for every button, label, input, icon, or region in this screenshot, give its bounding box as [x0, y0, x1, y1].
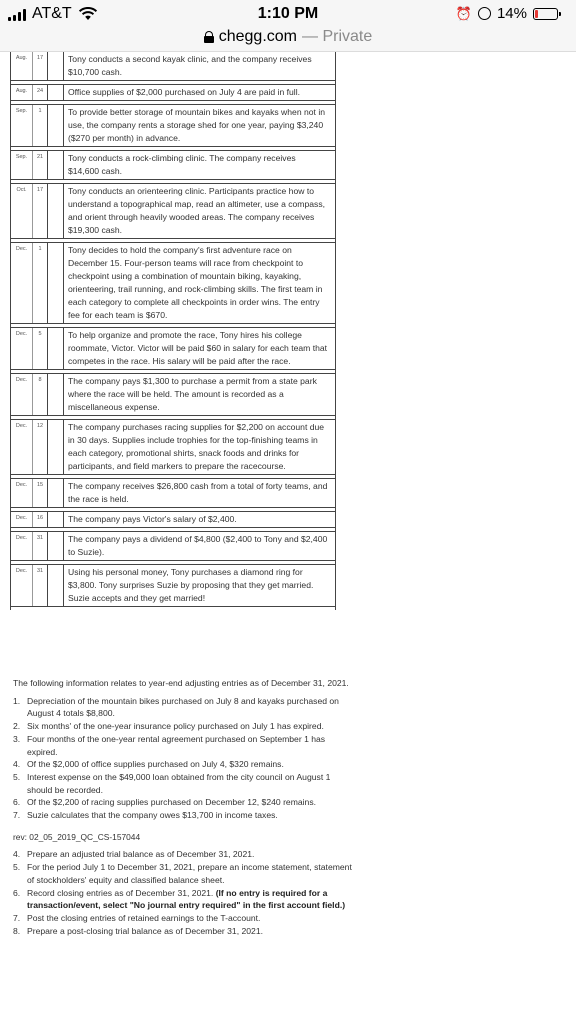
problem-text	[13, 677, 355, 937]
orientation-lock-icon	[478, 7, 491, 20]
transaction-day: 1	[33, 243, 48, 323]
transaction-description: Using his personal money, Tony purchases a diamond ring for $3,800. Tony surprises Suzie by proposing that they get married. Suzie accepts and they get married!	[68, 567, 314, 603]
transaction-day: 12	[33, 420, 48, 474]
transaction-day: 1	[33, 105, 48, 146]
transaction-day: 16	[33, 512, 48, 527]
item-text: Six months' of the one-year insurance policy purchased on July 1 has expired.	[27, 721, 324, 732]
transaction-description: To help organize and promote the race, Tony hires his college roommate, Victor. Victor will be paid $60 in salary for each team that competes in the race. His salary will be paid after the race.	[68, 330, 328, 366]
adjustment-item	[13, 733, 355, 758]
item-text: For the period July 1 to December 31, 2021, prepare an income statement, statement of stockholders' equity and classified balance sheet.	[27, 862, 352, 885]
transaction-row	[11, 419, 335, 475]
item-number: 6.	[13, 797, 21, 808]
adjustment-item	[13, 720, 355, 733]
item-text: Record closing entries as of December 31, 2021.	[27, 887, 216, 898]
item-number: 4.	[13, 759, 21, 770]
transaction-description: Tony conducts a second kayak clinic, and the company receives $10,700 cash.	[68, 54, 312, 77]
adjustment-item	[13, 796, 355, 809]
status-time: 1:10 PM	[257, 5, 319, 22]
transaction-description: The company pays $1,300 to purchase a permit from a state park where the race will be held. The amount is recorded as a miscellaneous expense.	[68, 376, 317, 412]
item-number: 6.	[13, 887, 21, 898]
item-text: Of the $2,200 of racing supplies purchased on December 12, $240 remains.	[27, 797, 317, 808]
transaction-month: Dec.	[11, 420, 33, 474]
transaction-row	[11, 242, 335, 324]
transaction-day: 31	[33, 532, 48, 560]
transaction-spacer	[48, 151, 64, 179]
item-text-wrap	[27, 925, 263, 938]
transaction-spacer	[48, 328, 64, 369]
transaction-description: The company purchases racing supplies for $2,200 on account due in 30 days. Supplies include trophies for the top-finishing teams in each category, promotional shirts, snack foods and drinks for participants, and field markers to prepare the racecourse.	[68, 422, 325, 471]
item-number: 3.	[13, 733, 21, 744]
transaction-description: Tony conducts a rock-climbing clinic. The company receives $14,600 cash.	[68, 153, 296, 176]
transaction-description: To provide better storage of mountain bikes and kayaks when not in use, the company rents a storage shed for one year, paying $3,240 ($270 per month) in advance.	[68, 107, 326, 143]
transaction-row	[11, 478, 335, 508]
transaction-row	[11, 52, 335, 81]
item-number: 2.	[13, 721, 21, 732]
transaction-day: 15	[33, 479, 48, 507]
item-text-wrap	[27, 887, 355, 912]
transaction-row	[11, 84, 335, 101]
item-number: 7.	[13, 912, 21, 923]
url-domain: chegg.com	[218, 28, 297, 45]
transaction-row	[11, 104, 335, 147]
requirement-item	[13, 848, 355, 861]
transaction-row	[11, 150, 335, 180]
transaction-month: Sep.	[11, 151, 33, 179]
transaction-day: 17	[33, 52, 48, 80]
item-text: Four months of the one-year rental agreement purchased on September 1 has expired.	[27, 733, 326, 757]
transaction-month: Oct.	[11, 184, 33, 238]
item-number: 7.	[13, 810, 21, 821]
item-number: 8.	[13, 925, 21, 936]
item-text: Prepare a post-closing trial balance as of December 31, 2021.	[27, 925, 263, 936]
lock-icon	[204, 31, 214, 43]
transaction-spacer	[48, 374, 64, 415]
transaction-spacer	[48, 184, 64, 238]
transaction-row	[11, 564, 335, 607]
adjustment-item	[13, 695, 355, 720]
transaction-month: Sep.	[11, 105, 33, 146]
item-text-wrap	[27, 912, 260, 925]
requirements-list	[13, 848, 355, 937]
transaction-day: 5	[33, 328, 48, 369]
transaction-spacer	[48, 420, 64, 474]
adjustment-item	[13, 809, 355, 822]
battery-percent: 14%	[496, 5, 527, 22]
transaction-day: 8	[33, 374, 48, 415]
item-text-wrap	[27, 861, 355, 886]
transaction-spacer	[48, 532, 64, 560]
revision-code: rev: 02_05_2019_QC_CS-157044	[13, 831, 141, 842]
transaction-spacer	[48, 85, 64, 100]
transaction-spacer	[48, 52, 64, 80]
transaction-description: The company receives $26,800 cash from a total of forty teams, and the race is held.	[68, 481, 328, 504]
item-note: (If no entry is required for a transaction/event, select "No journal entry required" in the first account field.)	[27, 887, 346, 911]
transaction-month: Dec.	[11, 374, 33, 415]
transaction-description: The company pays a dividend of $4,800 ($2,400 to Tony and $2,400 to Suzie).	[68, 534, 328, 557]
transaction-row	[11, 511, 335, 528]
transaction-month: Dec.	[11, 512, 33, 527]
right-status	[456, 5, 558, 22]
requirement-item	[13, 925, 355, 938]
transaction-day: 24	[33, 85, 48, 100]
transaction-spacer	[48, 479, 64, 507]
transaction-spacer	[48, 512, 64, 527]
private-mode-label: — Private	[302, 28, 373, 45]
transaction-description: The company pays Victor's salary of $2,400.	[68, 514, 237, 524]
battery-icon	[533, 8, 558, 20]
adjustment-item	[13, 771, 355, 796]
item-text: Of the $2,000 of office supplies purchased on July 4, $320 remains.	[27, 759, 284, 770]
item-number: 1.	[13, 695, 21, 706]
requirement-item	[13, 887, 355, 912]
browser-top-bar	[0, 0, 576, 52]
transactions-table	[10, 52, 336, 610]
item-text: Post the closing entries of retained earnings to the T-account.	[27, 912, 261, 923]
item-text-wrap	[27, 848, 254, 861]
transaction-month: Dec.	[11, 328, 33, 369]
transaction-day: 17	[33, 184, 48, 238]
transaction-spacer	[48, 243, 64, 323]
transaction-spacer	[48, 105, 64, 146]
transaction-month: Dec.	[11, 532, 33, 560]
transaction-description: Tony conducts an orienteering clinic. Participants practice how to understand a topographical map, read an altimeter, use a compass, and orient through heavily wooded areas. The company receives $19,300 cash.	[68, 186, 326, 235]
item-text: Suzie calculates that the company owes $13,700 in income taxes.	[27, 810, 278, 821]
transaction-row	[11, 531, 335, 561]
transaction-day: 31	[33, 565, 48, 606]
transaction-month: Aug.	[11, 52, 33, 80]
transaction-month: Dec.	[11, 479, 33, 507]
transaction-description: Tony decides to hold the company's first adventure race on December 15. Four-person teams will race from checkpoint to checkpoint using a combination of mountain biking, kayaking, orienteering, trail running, and rock-climbing skills. The first team in each category to complete all checkpoints in order wins. The entry fee for each team is $670.	[68, 245, 323, 320]
requirement-item	[13, 912, 355, 925]
adjustments-list	[13, 695, 355, 822]
item-text: Depreciation of the mountain bikes purchased on July 8 and kayaks purchased on August 4 totals $8,800.	[27, 695, 339, 719]
transaction-month: Dec.	[11, 565, 33, 606]
alarm-icon: ⏰	[455, 5, 472, 21]
item-number: 4.	[13, 849, 21, 860]
item-text: Interest expense on the $49,000 loan obtained from the city council on August 1 should be recorded.	[27, 771, 331, 795]
adjustment-item	[13, 758, 355, 771]
transaction-row	[11, 373, 335, 416]
transaction-spacer	[48, 565, 64, 606]
item-text: Prepare an adjusted trial balance as of December 31, 2021.	[27, 849, 255, 860]
item-number: 5.	[13, 862, 21, 873]
transaction-day: 21	[33, 151, 48, 179]
transaction-row	[11, 327, 335, 370]
transaction-month: Dec.	[11, 243, 33, 323]
transaction-description: Office supplies of $2,000 purchased on July 4 are paid in full.	[68, 87, 301, 97]
adjusting-intro: The following information relates to year-end adjusting entries as of December 31, 2021.	[13, 678, 349, 688]
transaction-row	[11, 183, 335, 239]
transaction-month: Aug.	[11, 85, 33, 100]
carrier-name: AT&T	[32, 5, 72, 22]
url-bar[interactable]	[0, 28, 576, 46]
requirement-item	[13, 861, 355, 886]
item-number: 5.	[13, 771, 21, 782]
